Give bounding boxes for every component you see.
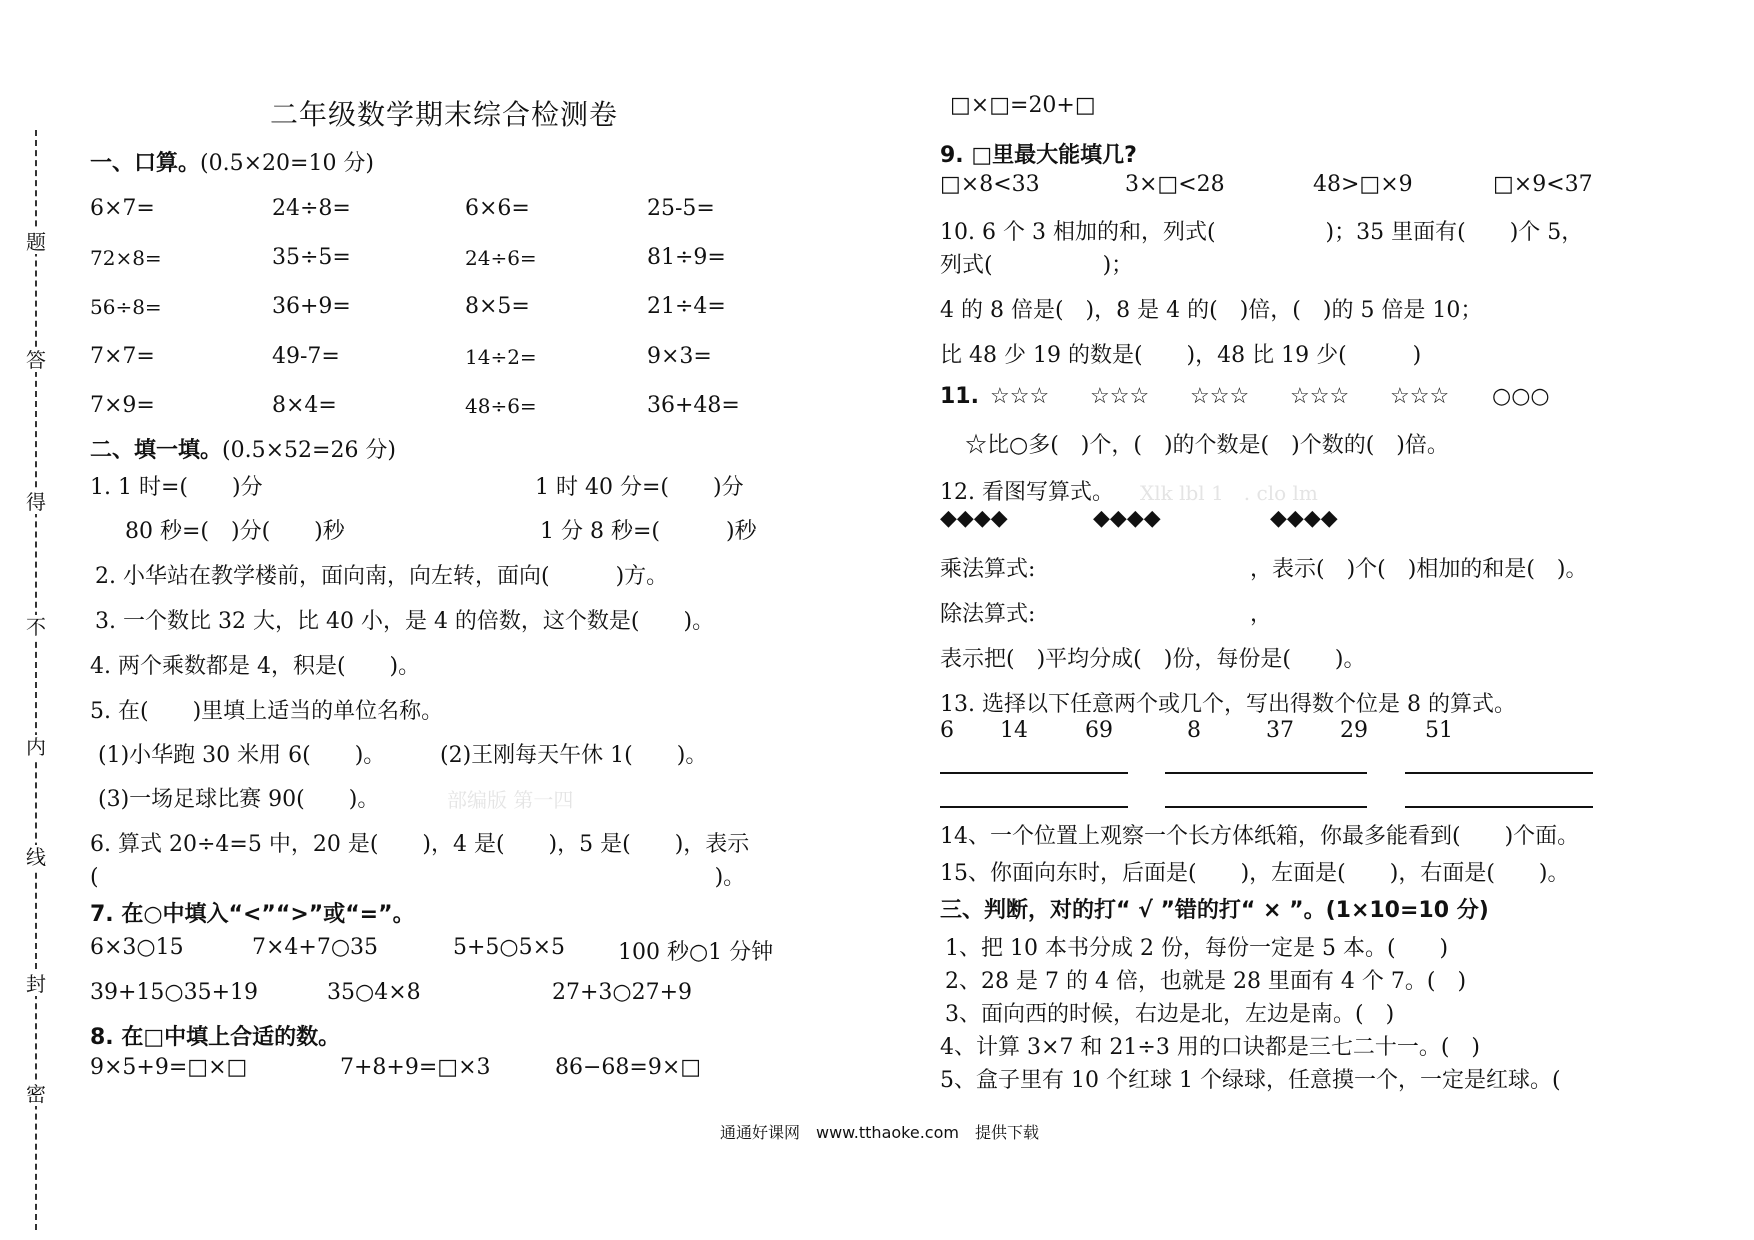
question-6a: 6. 算式 20÷4=5 中，20 是( )，4 是( )，5 是( )，表示 bbox=[90, 832, 750, 857]
calc-item: 35÷5= bbox=[272, 245, 351, 270]
calc-item: 14÷2= bbox=[465, 345, 537, 369]
section-1-title: 一、口算。 bbox=[90, 151, 201, 176]
question-7: 7. 在○中填入“<”“>”或“=”。 bbox=[90, 902, 415, 927]
fill-box-item: 86−68=9×□ bbox=[555, 1055, 702, 1080]
star-group: ☆☆☆ bbox=[1390, 384, 1450, 409]
question-3: 3. 一个数比 32 大，比 40 小，是 4 的倍数，这个数是( )。 bbox=[95, 609, 715, 634]
question-1c: 80 秒=( )分( )秒 bbox=[125, 519, 345, 544]
circle-group: ○○○ bbox=[1492, 384, 1550, 409]
number-choice: 29 bbox=[1340, 718, 1368, 743]
section-2-score: (0.5×52=26 分) bbox=[222, 438, 397, 463]
answer-line[interactable] bbox=[1405, 772, 1593, 774]
calc-item: 8×5= bbox=[465, 294, 530, 319]
section-2-heading bbox=[90, 433, 396, 464]
question-8: 8. 在□中填上合适的数。 bbox=[90, 1025, 341, 1050]
calc-item: 49-7= bbox=[272, 344, 340, 369]
calc-item: 24÷8= bbox=[272, 196, 351, 221]
seal-char: 内 bbox=[26, 735, 46, 759]
compare-item: 5+5○5×5 bbox=[453, 935, 566, 960]
fill-box-item: 7+8+9=□×3 bbox=[340, 1055, 491, 1080]
answer-line[interactable] bbox=[940, 806, 1128, 808]
number-choice: 14 bbox=[1000, 718, 1028, 743]
diamond-group: ◆◆◆◆ bbox=[1093, 506, 1161, 531]
question-10b: 列式( )； bbox=[940, 253, 1134, 278]
answer-line[interactable] bbox=[940, 772, 1128, 774]
calc-item: 9×3= bbox=[647, 344, 712, 369]
judge-item: 4、计算 3×7 和 21÷3 用的口诀都是三七二十一。( ) bbox=[940, 1035, 1480, 1060]
question-4: 4. 两个乘数都是 4，积是( )。 bbox=[90, 654, 421, 679]
calc-item: 25-5= bbox=[647, 196, 715, 221]
question-9: 9. □里最大能填几? bbox=[940, 143, 1137, 168]
section-1-heading bbox=[90, 146, 374, 177]
calc-item: 48÷6= bbox=[465, 394, 537, 418]
answer-line[interactable] bbox=[1405, 806, 1593, 808]
star-group: ☆☆☆ bbox=[990, 384, 1050, 409]
max-fill-item: □×9<37 bbox=[1493, 172, 1593, 197]
calc-item: 36+48= bbox=[647, 393, 740, 418]
calc-item: 7×7= bbox=[90, 344, 155, 369]
question-5: 5. 在( )里填上适当的单位名称。 bbox=[90, 699, 444, 724]
mult-expression-label: 乘法算式: bbox=[940, 557, 1036, 582]
seal-char: 线 bbox=[26, 845, 46, 869]
calc-item: 36+9= bbox=[272, 294, 351, 319]
calc-item: 7×9= bbox=[90, 393, 155, 418]
diamond-group: ◆◆◆◆ bbox=[1270, 506, 1338, 531]
question-5-3: (3)一场足球比赛 90( )。 bbox=[98, 787, 380, 812]
question-5-1: (1)小华跑 30 米用 6( )。 bbox=[98, 743, 386, 768]
question-10c: 4 的 8 倍是( )，8 是 4 的( )倍，( )的 5 倍是 10； bbox=[940, 298, 1483, 323]
question-1b: 1 时 40 分=( )分 bbox=[535, 475, 744, 500]
seal-char: 密 bbox=[26, 1082, 46, 1106]
faint-watermark: Xlk lbl 1 . clo lm bbox=[1140, 481, 1318, 505]
number-choice: 6 bbox=[940, 718, 954, 743]
mult-expression-tail: ，表示( )个( )相加的和是( )。 bbox=[1250, 557, 1588, 582]
judge-item: 1、把 10 本书分成 2 份，每份一定是 5 本。( ) bbox=[945, 936, 1449, 961]
judge-item: 2、28 是 7 的 4 倍，也就是 28 里面有 4 个 7。( ) bbox=[945, 969, 1467, 994]
footer-source: 通通好课网 www.tthaoke.com 提供下载 bbox=[720, 1123, 1039, 1142]
question-1a: 1. 1 时=( )分 bbox=[90, 475, 263, 500]
div-expression-label: 除法算式: bbox=[940, 602, 1036, 627]
div-expression-tail: ， bbox=[1250, 602, 1273, 627]
question-11b: ☆比○多( )个，( )的个数是( )个数的( )倍。 bbox=[965, 433, 1449, 458]
star-group: ☆☆☆ bbox=[1190, 384, 1250, 409]
star-group: ☆☆☆ bbox=[1290, 384, 1350, 409]
judge-item: 3、面向西的时候，右边是北，左边是南。( ) bbox=[945, 1002, 1395, 1027]
calc-item: 6×7= bbox=[90, 196, 155, 221]
seal-char: 封 bbox=[26, 972, 46, 996]
calc-item: 21÷4= bbox=[647, 294, 726, 319]
seal-char: 题 bbox=[26, 230, 46, 254]
section-2-title: 二、填一填。 bbox=[90, 438, 223, 463]
question-1d: 1 分 8 秒=( )秒 bbox=[540, 519, 757, 544]
calc-item: 72×8= bbox=[90, 246, 162, 270]
diamond-group: ◆◆◆◆ bbox=[940, 506, 1008, 531]
section-1-score: (0.5×20=10 分) bbox=[200, 151, 375, 176]
question-2: 2. 小华站在教学楼前，面向南，向左转，面向( )方。 bbox=[95, 564, 669, 589]
question-12: 12. 看图写算式。 bbox=[940, 480, 1114, 505]
answer-line[interactable] bbox=[1165, 806, 1367, 808]
question-11-label: 11. bbox=[940, 384, 979, 409]
section-3-heading: 三、判断，对的打“ √ ”错的打“ × ”。(1×10=10 分) bbox=[940, 898, 1489, 923]
question-15: 15、你面向东时，后面是( )，左面是( )，右面是( )。 bbox=[940, 861, 1570, 886]
calc-item: 24÷6= bbox=[465, 246, 537, 270]
number-choice: 37 bbox=[1266, 718, 1294, 743]
number-choice: 69 bbox=[1085, 718, 1113, 743]
faint-watermark: 部编版 第一四 bbox=[447, 788, 574, 812]
seal-char: 得 bbox=[26, 490, 46, 514]
compare-item: 27+3○27+9 bbox=[552, 980, 693, 1005]
question-6b: ( )。 bbox=[90, 865, 746, 890]
continued-equation: □×□=20+□ bbox=[950, 93, 1096, 118]
number-choice: 51 bbox=[1425, 718, 1453, 743]
number-choice: 8 bbox=[1187, 718, 1201, 743]
max-fill-item: 48>□×9 bbox=[1313, 172, 1413, 197]
compare-item: 39+15○35+19 bbox=[90, 980, 259, 1005]
question-5-2: (2)王刚每天午休 1( )。 bbox=[440, 743, 708, 768]
div-expression-meaning: 表示把( )平均分成( )份，每份是( )。 bbox=[940, 647, 1366, 672]
question-10a: 10. 6 个 3 相加的和，列式( )；35 里面有( )个 5， bbox=[940, 220, 1584, 245]
compare-item: 100 秒○1 分钟 bbox=[618, 940, 774, 965]
question-10d: 比 48 少 19 的数是( )，48 比 19 少( ) bbox=[940, 343, 1422, 368]
seal-char: 不 bbox=[26, 615, 46, 639]
page-title: 二年级数学期末综合检测卷 bbox=[270, 98, 619, 131]
seal-char: 答 bbox=[26, 348, 46, 372]
judge-item: 5、盒子里有 10 个红球 1 个绿球，任意摸一个，一定是红球。( bbox=[940, 1068, 1561, 1093]
max-fill-item: □×8<33 bbox=[940, 172, 1040, 197]
question-14: 14、一个位置上观察一个长方体纸箱，你最多能看到( )个面。 bbox=[940, 824, 1580, 849]
calc-item: 8×4= bbox=[272, 393, 337, 418]
compare-item: 35○4×8 bbox=[327, 980, 421, 1005]
calc-item: 56÷8= bbox=[90, 295, 162, 319]
star-group: ☆☆☆ bbox=[1090, 384, 1150, 409]
calc-item: 81÷9= bbox=[647, 245, 726, 270]
compare-item: 6×3○15 bbox=[90, 935, 184, 960]
compare-item: 7×4+7○35 bbox=[252, 935, 379, 960]
max-fill-item: 3×□<28 bbox=[1125, 172, 1225, 197]
calc-item: 6×6= bbox=[465, 196, 530, 221]
fill-box-item: 9×5+9=□×□ bbox=[90, 1055, 248, 1080]
answer-line[interactable] bbox=[1165, 772, 1367, 774]
seal-dashed-line bbox=[35, 130, 37, 1230]
question-13: 13. 选择以下任意两个或几个，写出得数个位是 8 的算式。 bbox=[940, 692, 1516, 717]
